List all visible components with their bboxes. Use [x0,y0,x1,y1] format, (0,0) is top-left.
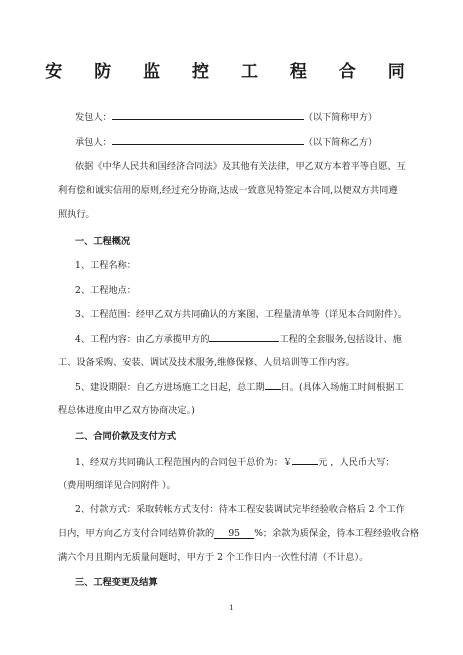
section1-item2: 2、工程地点： [75,285,136,296]
party-a-label: 发包人： [75,112,112,123]
duration-days-blank[interactable] [265,380,281,390]
party-b-suffix: （以下简称乙方） [303,137,378,148]
section1-item4-text-b: 工程的全套服务,包括设计、施 [279,334,402,345]
preamble-line-1: 依据《中华人民共和国经济合同法》及其他有关法律，甲乙双方本着平等自愿、互 [75,161,406,172]
section3-heading: 三、工程变更及结算 [75,577,158,588]
preamble-line-2: 利有偿和诚实信用的原则,经过充分协商,达成一致意见特签定本合同,以便双方共同遵 [58,185,398,196]
section2-item2-text-b: 日内，甲方向乙方支付合同结算价款的 [58,528,215,539]
section2-item1-text-a: 1、经双方共同确认工程范围内的合同包干总价为：￥ [75,457,293,468]
section1-item5-text-b: 日。(具体入场施工时间根据工 [280,382,404,393]
page-number: 1 [229,604,234,612]
section1-item5-cont: 程总体进度由甲乙双方协商决定。) [58,405,195,416]
party-a-suffix: （以下简称甲方） [303,112,378,123]
contract-title: 安 防 监 控 工 程 合 同 [45,62,418,82]
section2-item2-cont2: 满六个月且期内无质量问题时，甲方于 2 个工作日内一次性付清（不计息）。 [58,552,369,563]
payment-percentage[interactable]: 95 [214,529,254,539]
total-price-blank[interactable] [292,455,318,465]
party-a-blank[interactable] [112,110,304,120]
party-b-blank[interactable] [112,135,304,145]
section1-item4-text-a: 4、工程内容：由乙方承揽甲方的 [75,334,210,345]
section1-item1: 1、工程名称： [75,260,136,271]
section1-item4 [75,332,420,346]
party-a-line [75,110,420,124]
party-b-line [75,135,420,149]
project-name-blank[interactable] [209,332,279,342]
section2-heading: 二、合同价款及支付方式 [75,431,177,442]
section1-item5-text-a: 5、建设期限：自乙方进场施工之日起，总工期 [75,382,265,393]
section1-item3: 3、工程范围：经甲乙双方共同确认的方案图、工程量清单等（详见本合同附件）。 [75,309,407,320]
preamble-line-3: 照执行。 [58,209,95,220]
section2-item2: 2、付款方式：采取转帐方式支付：待本工程安装调试完毕经验收合格后 2 个工作 [75,504,405,515]
section2-item2-cont [58,527,418,540]
section2-item2-text-c: %；余款为质保金，待本工程经验收合格 [254,528,420,539]
section1-heading: 一、工程概况 [75,236,131,247]
section1-item4-cont: 工、设备采购、安装、调试及技术服务,维修保修、人员培训等工作内容。 [58,357,355,368]
section2-item1-text-b: 元 ，人民币大写： [318,457,395,468]
section2-item1 [75,455,420,469]
section2-item1-cont: （费用明细详见合同附件 ）。 [58,480,176,491]
party-b-label: 承包人： [75,137,112,148]
section1-item5 [75,380,420,394]
